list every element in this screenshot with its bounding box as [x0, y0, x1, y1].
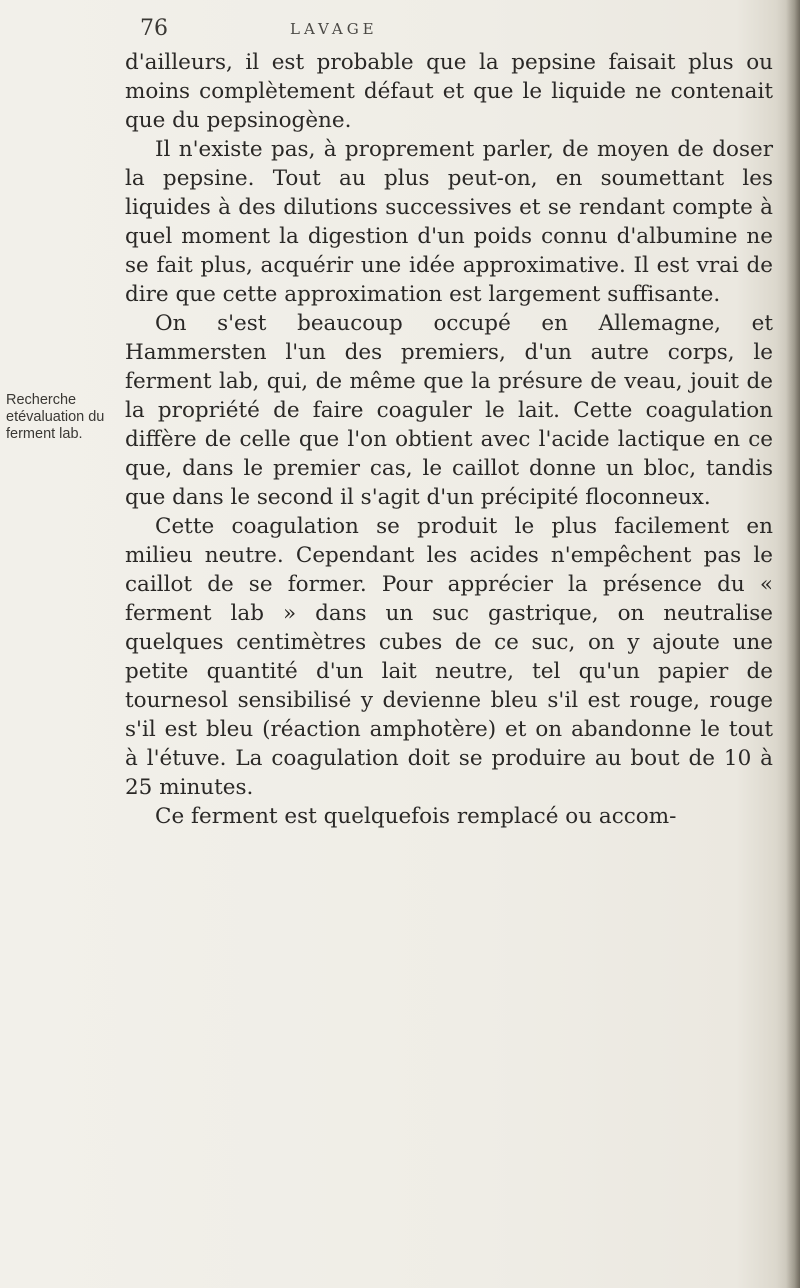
paragraph-3: On s'est beaucoup occupé en Allemagne, et Hammersten l'un des premiers, d'un autre corps, le ferment lab, qui, de même que la présure de veau, jouit de la propriété de faire coaguler le lait. Cette coagulation diffère de celle que l'on obtient avec l'acide lactique en ce que, dans le premier cas, le caillot donne un bloc, tandis que dans le second il s'agit d'un précipité floconneux. [125, 311, 773, 510]
paragraph-5: Ce ferment est quelquefois remplacé ou accom- [155, 804, 677, 829]
paragraph-1: d'ailleurs, il est probable que la pepsine faisait plus ou moins complètement défaut et que le liquide ne contenait que du pepsinogène. [125, 50, 773, 133]
paragraph-2: Il n'existe pas, à proprement parler, de moyen de doser la pepsine. Tout au plus peut-on, en soumettant les liquides à des dilutions successives et se rendant compte à quel moment la digestion d'un poids connu d'albumine ne se fait plus, acquérir une idée approximative. Il est vrai de dire que cette approximation est largement suffisante. [125, 137, 773, 307]
body-text [125, 48, 773, 831]
paragraph-4: Cette coagulation se produit le plus facilement en milieu neutre. Cependant les acides n'empêchent pas le caillot de se former. Pour apprécier la présence du « ferment lab » dans un suc gastrique, on neutralise quelques centimètres cubes de ce suc, on y ajoute une petite quantité d'un lait neutre, tel qu'un papier de tournesol sensibilisé y devienne bleu s'il est rouge, rouge s'il est bleu (réaction amphotère) et on abandonne le tout à l'étuve. La coagulation doit se produire au bout de 10 à 25 minutes. [125, 514, 773, 800]
margin-note: Recherche etévaluation du ferment lab. [6, 392, 105, 442]
page-edge-shadow [786, 0, 800, 1288]
page-header [0, 14, 800, 46]
running-head: LAVAGE [290, 20, 378, 38]
page-number: 76 [140, 16, 168, 41]
